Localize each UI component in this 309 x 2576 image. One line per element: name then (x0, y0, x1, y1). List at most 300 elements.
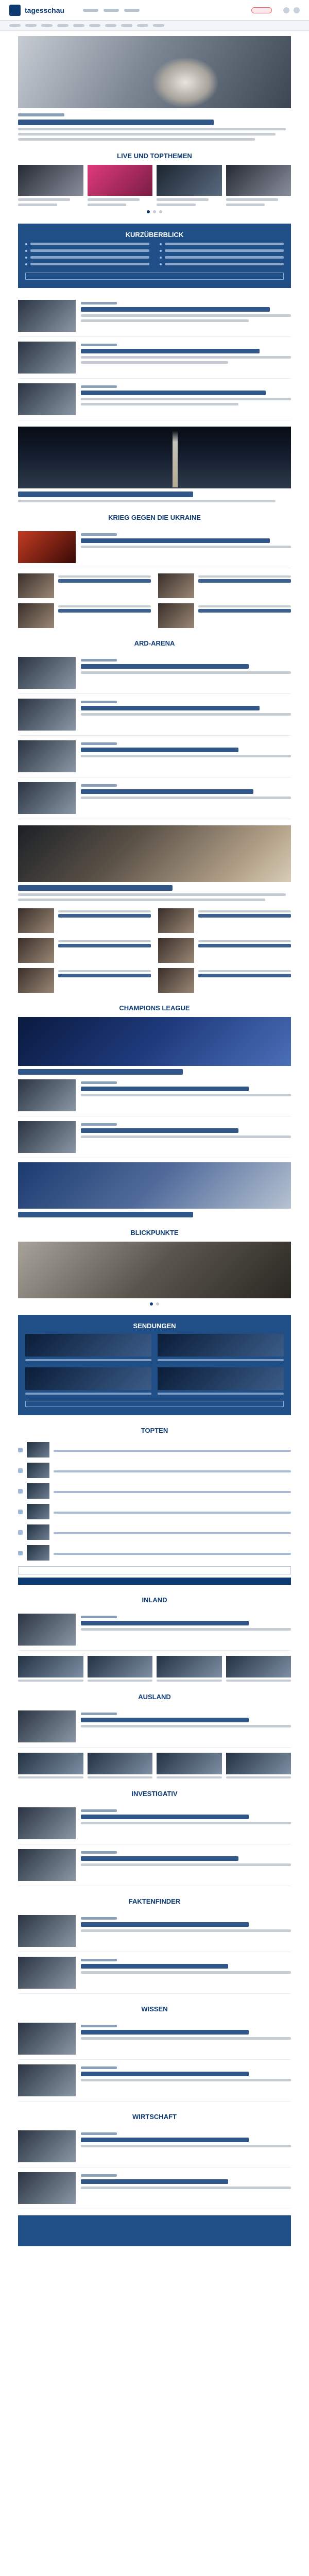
list-kicker (81, 659, 117, 662)
live-badge[interactable] (251, 7, 272, 13)
section-title-live: LIVE UND TOPTHEMEN (117, 152, 192, 160)
list-line (81, 398, 291, 400)
list-line (81, 356, 291, 359)
list-thumb (18, 1614, 76, 1646)
topten-thumb (27, 1545, 49, 1561)
grid-head (58, 944, 151, 947)
list-line (81, 1863, 291, 1866)
list-item[interactable] (18, 1609, 291, 1651)
list-item[interactable] (18, 379, 291, 420)
kurzueberblick-box (18, 224, 291, 288)
list-kicker (81, 385, 117, 388)
list-headline (81, 2179, 228, 2184)
list-thumb (18, 531, 76, 563)
list-kicker (81, 1917, 117, 1920)
list-item[interactable] (18, 694, 291, 736)
list-thumb (18, 699, 76, 731)
cl-headline[interactable] (18, 1069, 183, 1075)
grid-image (18, 1656, 83, 1677)
media-line (158, 1393, 284, 1395)
list-item[interactable] (18, 1952, 291, 1994)
grid-thumb (158, 968, 194, 993)
list-kicker (81, 2025, 117, 2027)
grid-card[interactable] (18, 603, 151, 628)
grid-line (226, 1680, 291, 1682)
media-image (158, 1367, 284, 1390)
grid-card[interactable] (18, 573, 151, 598)
topten-line (54, 1512, 291, 1514)
nav-item[interactable] (83, 9, 98, 12)
list-headline (81, 538, 270, 543)
list-headline (81, 748, 238, 752)
footer (18, 2215, 291, 2246)
kurz-item[interactable] (160, 256, 284, 259)
list-headline (81, 1621, 249, 1625)
teaser-line (88, 204, 127, 206)
list-line (81, 1628, 291, 1631)
list-line (81, 713, 291, 716)
sport-image[interactable] (18, 1162, 291, 1209)
media-image (25, 1334, 151, 1357)
inland-grid (18, 1656, 291, 1682)
feature-line (18, 893, 286, 896)
list-headline (81, 706, 260, 710)
media-card[interactable] (158, 1334, 284, 1361)
sub-navigation (0, 21, 309, 31)
section-title-top: TOPTEN (141, 1427, 168, 1434)
section-title-wissen: WISSEN (141, 2005, 168, 2013)
teaser-line (226, 198, 278, 201)
rank-badge (18, 1530, 23, 1535)
header-icons (283, 7, 300, 13)
list-item[interactable] (18, 2018, 291, 2060)
list-kicker (81, 701, 117, 703)
list-item[interactable] (18, 2060, 291, 2102)
rank-badge (18, 1489, 23, 1494)
teaser-line (88, 198, 140, 201)
carousel-dot[interactable] (156, 1302, 159, 1306)
list-line (81, 1971, 291, 1974)
list-kicker (81, 2066, 117, 2069)
topten-thumb (27, 1442, 49, 1458)
feature-headline[interactable] (18, 885, 173, 891)
list-thumb (18, 1915, 76, 1947)
teaser-card[interactable] (18, 165, 83, 206)
news-grid (18, 908, 291, 993)
subnav-item[interactable] (57, 24, 68, 27)
list-kicker (81, 2174, 117, 2177)
grid-line (18, 1776, 83, 1778)
grid-line (18, 1680, 83, 1682)
list-line (81, 319, 249, 322)
grid-card[interactable] (158, 603, 291, 628)
media-image (158, 1334, 284, 1357)
subnav-item[interactable] (105, 24, 116, 27)
live-teaser-row (18, 165, 291, 206)
list-thumb (18, 657, 76, 689)
grid-item[interactable] (88, 1753, 153, 1778)
list-headline (81, 1856, 238, 1861)
search-icon[interactable] (283, 7, 289, 13)
bullet-icon (25, 250, 27, 252)
grid-image (88, 1753, 153, 1774)
list-thumb (18, 1957, 76, 1989)
hero-kicker (18, 113, 64, 116)
grid-card[interactable] (18, 908, 151, 933)
list-line (81, 2187, 291, 2189)
list-thumb (18, 2172, 76, 2204)
grid-card[interactable] (158, 938, 291, 963)
grid-item[interactable] (157, 1656, 222, 1682)
list-line (81, 2037, 291, 2040)
grid-card[interactable] (18, 938, 151, 963)
grid-card[interactable] (18, 968, 151, 993)
list-item[interactable] (18, 1706, 291, 1748)
grid-line (198, 970, 291, 972)
list-item[interactable] (18, 736, 291, 777)
list-line (81, 1725, 291, 1727)
topten-thumb (27, 1463, 49, 1478)
grid-head (198, 914, 291, 918)
grid-line (58, 940, 151, 942)
topten-line (54, 1491, 291, 1493)
media-row (25, 1334, 284, 1395)
sendungen-more-button[interactable] (25, 1401, 284, 1407)
list-headline (81, 391, 266, 395)
grid-line (157, 1680, 222, 1682)
list-kicker (81, 1123, 117, 1126)
list-headline (81, 349, 260, 353)
topten-item[interactable] (18, 1439, 291, 1460)
grid-line (157, 1776, 222, 1778)
list-thumb (18, 1121, 76, 1153)
subnav-item[interactable] (73, 24, 84, 27)
hero-teaser-line (18, 128, 286, 130)
list-headline (81, 789, 253, 794)
media-line (25, 1359, 151, 1361)
sport-headline[interactable] (18, 1212, 193, 1217)
subnav-item[interactable] (137, 24, 148, 27)
section-title-ausland: AUSLAND (138, 1693, 171, 1701)
kurz-more-button[interactable] (25, 273, 284, 280)
subnav-item[interactable] (121, 24, 132, 27)
section-title-inland: INLAND (142, 1596, 167, 1604)
grid-image (18, 1753, 83, 1774)
nav-item[interactable] (104, 9, 119, 12)
grid-line (58, 605, 151, 607)
list-item[interactable] (18, 1075, 291, 1116)
list-kicker (81, 742, 117, 745)
list-line (81, 546, 291, 548)
section-title-krieg: KRIEG GEGEN DIE UKRAINE (108, 514, 201, 521)
topten-item[interactable] (18, 1460, 291, 1481)
list-item[interactable] (18, 527, 291, 568)
kurz-line (165, 249, 284, 252)
rank-badge (18, 1551, 23, 1555)
topten-line (54, 1553, 291, 1555)
carousel-dot[interactable] (159, 210, 162, 213)
list-thumb (18, 1079, 76, 1111)
grid-head (58, 974, 151, 977)
teaser-line (18, 204, 57, 206)
media-card[interactable] (25, 1334, 151, 1361)
list-headline (81, 2072, 249, 2076)
grid-thumb (18, 908, 54, 933)
section-title-fakten: FAKTENFINDER (128, 1897, 181, 1905)
topten-item[interactable] (18, 1501, 291, 1522)
kurz-line (30, 249, 149, 252)
grid-item[interactable] (226, 1753, 291, 1778)
list-kicker (81, 1616, 117, 1618)
grid-image (226, 1753, 291, 1774)
section-title-kurz: KURZÜBERBLICK (125, 231, 184, 239)
list-kicker (81, 1959, 117, 1961)
main-content (18, 36, 291, 213)
subnav-item[interactable] (89, 24, 100, 27)
hero-teaser-line (18, 138, 255, 141)
list-item[interactable] (18, 1844, 291, 1886)
list-thumb (18, 2130, 76, 2162)
menu-icon[interactable] (294, 7, 300, 13)
teaser-image (157, 165, 222, 196)
kurz-item[interactable] (160, 249, 284, 252)
media-image (25, 1367, 151, 1390)
kurz-item[interactable] (25, 263, 149, 265)
list-thumb (18, 300, 76, 332)
list-line (81, 361, 228, 364)
media-line (25, 1393, 151, 1395)
teaser-card[interactable] (226, 165, 291, 206)
teaser-image (226, 165, 291, 196)
section-title-wirtschaft: WIRTSCHAFT (132, 2113, 177, 2121)
list-line (81, 2145, 291, 2147)
rank-badge (18, 1448, 23, 1452)
list-item[interactable] (18, 1803, 291, 1844)
teaser-line (226, 204, 265, 206)
list-headline (81, 1087, 249, 1091)
list-thumb (18, 383, 76, 415)
list-kicker (81, 344, 117, 346)
grid-head (198, 609, 291, 613)
section-title-ard: ARD-ARENA (134, 639, 175, 647)
topten-line (54, 1470, 291, 1472)
search-input[interactable] (18, 1566, 291, 1574)
grid-line (226, 1776, 291, 1778)
list-item[interactable] (18, 1910, 291, 1952)
bullet-icon (25, 243, 27, 245)
feature-headline[interactable] (18, 492, 193, 497)
site-logo[interactable]: tagesschau (25, 6, 65, 14)
list-line (81, 1094, 291, 1096)
list-kicker (81, 533, 117, 536)
list-line (81, 1136, 291, 1138)
list-line (81, 671, 291, 674)
kurz-item[interactable] (160, 243, 284, 245)
grid-item[interactable] (18, 1753, 83, 1778)
topten-thumb (27, 1504, 49, 1519)
list-headline (81, 1128, 238, 1133)
krieg-grid (18, 573, 291, 628)
grid-head (198, 974, 291, 977)
grid-line (88, 1776, 153, 1778)
teaser-line (157, 204, 196, 206)
rank-badge (18, 1468, 23, 1473)
list-line (81, 1929, 291, 1932)
cl-image[interactable] (18, 1017, 291, 1066)
grid-item[interactable] (157, 1753, 222, 1778)
list-headline (81, 1964, 228, 1969)
grid-line (198, 575, 291, 578)
topten-item[interactable] (18, 1481, 291, 1501)
kurz-item[interactable] (25, 243, 149, 245)
list-item[interactable] (18, 1116, 291, 1158)
kurz-line (165, 243, 284, 245)
bullet-icon (160, 250, 162, 252)
news-list (18, 295, 291, 420)
list-kicker (81, 1081, 117, 1084)
list-kicker (81, 784, 117, 787)
topten-line (54, 1450, 291, 1452)
list-headline (81, 664, 249, 669)
list-item[interactable] (18, 295, 291, 337)
grid-thumb (18, 603, 54, 628)
grid-image (157, 1753, 222, 1774)
list-item[interactable] (18, 2167, 291, 2209)
topten-item[interactable] (18, 1522, 291, 1543)
grid-line (58, 910, 151, 912)
bullet-icon (160, 257, 162, 259)
list-line (81, 796, 291, 799)
bullet-icon (160, 263, 162, 265)
kurz-item[interactable] (25, 256, 149, 259)
header-bar (0, 0, 309, 21)
grid-head (58, 914, 151, 918)
grid-image (88, 1656, 153, 1677)
list-thumb (18, 342, 76, 374)
grid-image (226, 1656, 291, 1677)
list-thumb (18, 1710, 76, 1742)
list-kicker (81, 1851, 117, 1854)
topten-thumb (27, 1483, 49, 1499)
grid-card[interactable] (158, 908, 291, 933)
media-card[interactable] (25, 1367, 151, 1395)
grid-head (198, 944, 291, 947)
grid-thumb (158, 573, 194, 598)
list-headline (81, 1922, 249, 1927)
kurz-line (165, 256, 284, 259)
subnav-item[interactable] (9, 24, 21, 27)
list-headline (81, 1815, 249, 1819)
grid-line (58, 970, 151, 972)
feature-line (18, 899, 265, 901)
grid-card[interactable] (158, 968, 291, 993)
kurz-item[interactable] (25, 249, 149, 252)
search-button[interactable] (18, 1578, 291, 1585)
list-thumb (18, 782, 76, 814)
grid-thumb (18, 938, 54, 963)
ausland-grid (18, 1753, 291, 1778)
teaser-card[interactable] (88, 165, 153, 206)
list-kicker (81, 1809, 117, 1812)
media-line (158, 1359, 284, 1361)
section-title-inv: INVESTIGATIV (131, 1790, 178, 1798)
kurz-line (30, 256, 149, 259)
nav-item[interactable] (124, 9, 140, 12)
carousel-dot[interactable] (147, 210, 150, 213)
grid-item[interactable] (88, 1656, 153, 1682)
list-thumb (18, 2023, 76, 2055)
bullet-icon (25, 263, 27, 265)
topten-list (18, 1439, 291, 1563)
list-headline (81, 307, 270, 312)
kurz-list (25, 243, 284, 265)
grid-line (88, 1680, 153, 1682)
feature-image[interactable] (18, 825, 291, 882)
carousel-dot[interactable] (150, 1302, 153, 1306)
rank-badge (18, 1510, 23, 1514)
subnav-item[interactable] (41, 24, 53, 27)
grid-card[interactable] (158, 573, 291, 598)
list-thumb (18, 1849, 76, 1881)
grid-item[interactable] (18, 1656, 83, 1682)
list-headline (81, 1718, 249, 1722)
list-line (81, 2079, 291, 2081)
grid-line (198, 940, 291, 942)
grid-head (58, 579, 151, 583)
media-card[interactable] (158, 1367, 284, 1395)
teaser-card[interactable] (157, 165, 222, 206)
list-item[interactable] (18, 652, 291, 694)
subnav-item[interactable] (25, 24, 37, 27)
grid-head (58, 609, 151, 613)
kurz-item[interactable] (160, 263, 284, 265)
list-line (81, 403, 238, 405)
teaser-image (18, 165, 83, 196)
blickpunkt-image[interactable] (18, 1242, 291, 1298)
grid-image (157, 1656, 222, 1677)
list-item[interactable] (18, 2126, 291, 2167)
subnav-item[interactable] (153, 24, 164, 27)
hero-image[interactable] (18, 36, 291, 108)
carousel-dot[interactable] (153, 210, 156, 213)
topten-line (54, 1532, 291, 1534)
kurz-line (165, 263, 284, 265)
list-item[interactable] (18, 777, 291, 819)
grid-thumb (18, 573, 54, 598)
grid-item[interactable] (226, 1656, 291, 1682)
grid-thumb (158, 938, 194, 963)
hero-headline[interactable] (18, 120, 214, 125)
feature-image[interactable] (18, 427, 291, 488)
list-item[interactable] (18, 337, 291, 379)
teaser-line (157, 198, 209, 201)
topten-thumb (27, 1524, 49, 1540)
hero-teaser-line (18, 133, 276, 135)
list-thumb (18, 1807, 76, 1839)
teaser-image (88, 165, 153, 196)
list-thumb (18, 2064, 76, 2096)
list-kicker (81, 302, 117, 304)
feature-line (18, 500, 276, 502)
topten-item[interactable] (18, 1543, 291, 1563)
list-thumb (18, 740, 76, 772)
main-nav (83, 9, 140, 12)
list-kicker (81, 2132, 117, 2135)
grid-head (198, 579, 291, 583)
teaser-line (18, 198, 70, 201)
list-line (81, 755, 291, 757)
logo-icon[interactable] (9, 5, 21, 16)
